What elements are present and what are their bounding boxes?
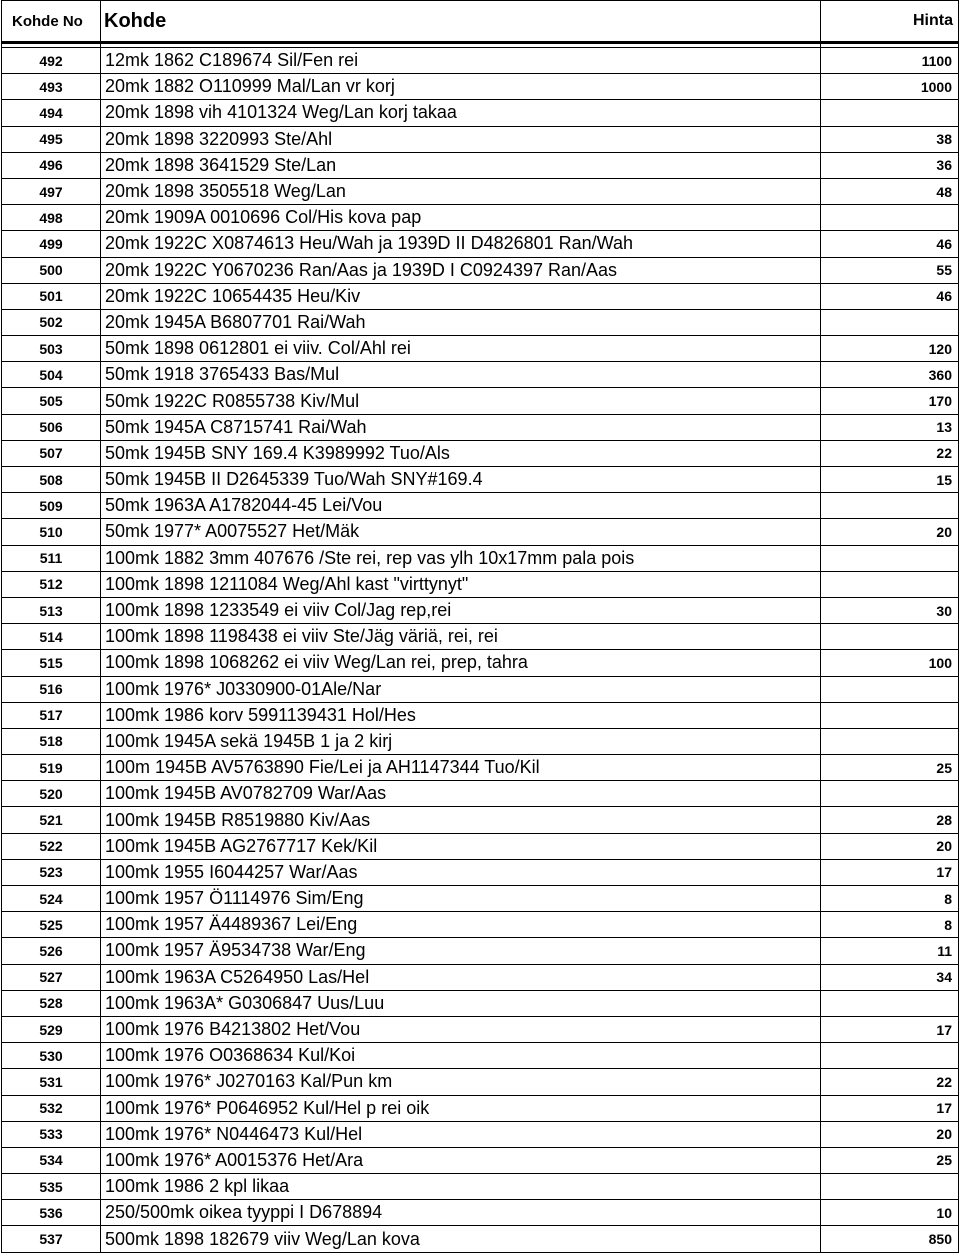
item-description-cell: 50mk 1945B SNY 169.4 K3989992 Tuo/Als: [101, 440, 821, 466]
header-item-description: Kohde: [101, 1, 821, 43]
item-description-cell: 100mk 1898 1198438 ei viiv Ste/Jäg väriä, rei, rei: [101, 624, 821, 650]
item-description-cell: 100mk 1957 Ä4489367 Lei/Eng: [101, 912, 821, 938]
price-cell: 34: [821, 964, 959, 990]
price-cell: [821, 728, 959, 754]
price-cell: 170: [821, 388, 959, 414]
table-row: [2, 624, 959, 650]
item-description-cell: 50mk 1945A C8715741 Rai/Wah: [101, 414, 821, 440]
table-row: [2, 1095, 959, 1121]
price-cell: 360: [821, 362, 959, 388]
item-description-cell: 20mk 1898 vih 4101324 Weg/Lan korj takaa: [101, 100, 821, 126]
table-row: [2, 1121, 959, 1147]
table-row: [2, 336, 959, 362]
item-number-cell: 513: [2, 597, 101, 623]
item-number-cell: 519: [2, 755, 101, 781]
item-description-cell: 100mk 1976 B4213802 Het/Vou: [101, 1016, 821, 1042]
item-description-cell: 100mk 1986 korv 5991139431 Hol/Hes: [101, 702, 821, 728]
item-number-cell: 517: [2, 702, 101, 728]
price-cell: 55: [821, 257, 959, 283]
item-number-cell: 500: [2, 257, 101, 283]
item-number-cell: 506: [2, 414, 101, 440]
table-row: [2, 597, 959, 623]
item-number-cell: 493: [2, 74, 101, 100]
item-number-cell: 532: [2, 1095, 101, 1121]
item-number-cell: 533: [2, 1121, 101, 1147]
price-cell: 13: [821, 414, 959, 440]
item-description-cell: 100mk 1898 1233549 ei viiv Col/Jag rep,rei: [101, 597, 821, 623]
table-row: [2, 545, 959, 571]
item-number-cell: 510: [2, 519, 101, 545]
price-cell: [821, 702, 959, 728]
item-description-cell: 100mk 1976* A0015376 Het/Ara: [101, 1147, 821, 1173]
item-description-cell: 100mk 1976* N0446473 Kul/Hel: [101, 1121, 821, 1147]
item-description-cell: 50mk 1977* A0075527 Het/Mäk: [101, 519, 821, 545]
table-row: [2, 467, 959, 493]
price-cell: 28: [821, 807, 959, 833]
table-row: [2, 1147, 959, 1173]
item-description-cell: 20mk 1922C Y0670236 Ran/Aas ja 1939D I C0924397 Ran/Aas: [101, 257, 821, 283]
price-cell: 100: [821, 650, 959, 676]
price-cell: [821, 493, 959, 519]
price-cell: 30: [821, 597, 959, 623]
item-number-cell: 496: [2, 152, 101, 178]
item-description-cell: 20mk 1882 O110999 Mal/Lan vr korj: [101, 74, 821, 100]
item-description-cell: 100mk 1976 O0368634 Kul/Koi: [101, 1043, 821, 1069]
price-cell: 17: [821, 1016, 959, 1042]
table-row: [2, 964, 959, 990]
item-number-cell: 505: [2, 388, 101, 414]
price-cell: 20: [821, 1121, 959, 1147]
table-row: [2, 990, 959, 1016]
item-number-cell: 518: [2, 728, 101, 754]
table-row: [2, 257, 959, 283]
price-cell: [821, 990, 959, 1016]
header-item-number: Kohde No: [2, 1, 101, 43]
item-number-cell: 516: [2, 676, 101, 702]
item-number-cell: 524: [2, 886, 101, 912]
item-description-cell: 100mk 1898 1211084 Weg/Ahl kast "virttynyt": [101, 571, 821, 597]
item-number-cell: 512: [2, 571, 101, 597]
price-cell: 1100: [821, 48, 959, 74]
price-cell: 17: [821, 859, 959, 885]
table-row: [2, 1016, 959, 1042]
item-description-cell: 50mk 1918 3765433 Bas/Mul: [101, 362, 821, 388]
price-cell: 120: [821, 336, 959, 362]
item-description-cell: 100mk 1976* J0330900-01Ale/Nar: [101, 676, 821, 702]
item-description-cell: 100mk 1957 Ä9534738 War/Eng: [101, 938, 821, 964]
table-row: [2, 362, 959, 388]
table-row: [2, 1200, 959, 1226]
item-number-cell: 492: [2, 48, 101, 74]
item-number-cell: 515: [2, 650, 101, 676]
price-cell: 11: [821, 938, 959, 964]
item-number-cell: 497: [2, 178, 101, 204]
item-description-cell: 20mk 1945A B6807701 Rai/Wah: [101, 309, 821, 335]
auction-items-table: [1, 0, 959, 1253]
item-description-cell: 100mk 1986 2 kpl likaa: [101, 1174, 821, 1200]
item-number-cell: 522: [2, 833, 101, 859]
price-cell: 36: [821, 152, 959, 178]
price-cell: 22: [821, 440, 959, 466]
item-number-cell: 527: [2, 964, 101, 990]
item-description-cell: 100mk 1976* P0646952 Kul/Hel p rei oik: [101, 1095, 821, 1121]
table-row: [2, 1043, 959, 1069]
table-row: [2, 886, 959, 912]
item-description-cell: 20mk 1898 3505518 Weg/Lan: [101, 178, 821, 204]
table-row: [2, 414, 959, 440]
item-number-cell: 514: [2, 624, 101, 650]
table-row: [2, 781, 959, 807]
table-row: [2, 938, 959, 964]
price-cell: 22: [821, 1069, 959, 1095]
price-cell: [821, 1174, 959, 1200]
price-cell: [821, 1043, 959, 1069]
item-number-cell: 508: [2, 467, 101, 493]
table-row: [2, 231, 959, 257]
item-number-cell: 528: [2, 990, 101, 1016]
item-description-cell: 12mk 1862 C189674 Sil/Fen rei: [101, 48, 821, 74]
item-number-cell: 498: [2, 205, 101, 231]
table-row: [2, 859, 959, 885]
price-cell: [821, 309, 959, 335]
item-description-cell: 100mk 1957 Ö1114976 Sim/Eng: [101, 886, 821, 912]
table-row: [2, 152, 959, 178]
price-cell: [821, 545, 959, 571]
table-row: [2, 178, 959, 204]
table-row: [2, 728, 959, 754]
price-cell: 48: [821, 178, 959, 204]
table-row: [2, 493, 959, 519]
item-number-cell: 534: [2, 1147, 101, 1173]
item-number-cell: 537: [2, 1226, 101, 1252]
table-row: [2, 519, 959, 545]
item-description-cell: 20mk 1898 3641529 Ste/Lan: [101, 152, 821, 178]
price-cell: 17: [821, 1095, 959, 1121]
table-row: [2, 755, 959, 781]
price-cell: 46: [821, 283, 959, 309]
item-description-cell: 50mk 1922C R0855738 Kiv/Mul: [101, 388, 821, 414]
table-row: [2, 650, 959, 676]
price-cell: 38: [821, 126, 959, 152]
item-number-cell: 501: [2, 283, 101, 309]
item-number-cell: 525: [2, 912, 101, 938]
item-description-cell: 20mk 1922C 10654435 Heu/Kiv: [101, 283, 821, 309]
price-cell: 15: [821, 467, 959, 493]
table-row: [2, 205, 959, 231]
table-row: [2, 100, 959, 126]
item-description-cell: 50mk 1963A A1782044-45 Lei/Vou: [101, 493, 821, 519]
price-cell: [821, 205, 959, 231]
table-row: [2, 1226, 959, 1252]
table-row: [2, 571, 959, 597]
table-row: [2, 74, 959, 100]
item-description-cell: 20mk 1898 3220993 Ste/Ahl: [101, 126, 821, 152]
price-cell: [821, 571, 959, 597]
item-number-cell: 504: [2, 362, 101, 388]
table-row: [2, 388, 959, 414]
price-cell: 46: [821, 231, 959, 257]
item-number-cell: 503: [2, 336, 101, 362]
item-description-cell: 500mk 1898 182679 viiv Weg/Lan kova: [101, 1226, 821, 1252]
table-row: [2, 833, 959, 859]
item-number-cell: 495: [2, 126, 101, 152]
item-number-cell: 509: [2, 493, 101, 519]
table-row: [2, 440, 959, 466]
item-number-cell: 529: [2, 1016, 101, 1042]
item-number-cell: 523: [2, 859, 101, 885]
price-cell: 850: [821, 1226, 959, 1252]
price-cell: [821, 781, 959, 807]
price-cell: 1000: [821, 74, 959, 100]
item-number-cell: 526: [2, 938, 101, 964]
header-price: Hinta: [821, 1, 959, 43]
item-description-cell: 50mk 1898 0612801 ei viiv. Col/Ahl rei: [101, 336, 821, 362]
item-description-cell: 50mk 1945B II D2645339 Tuo/Wah SNY#169.4: [101, 467, 821, 493]
item-number-cell: 531: [2, 1069, 101, 1095]
item-description-cell: 100mk 1882 3mm 407676 /Ste rei, rep vas ylh 10x17mm pala pois: [101, 545, 821, 571]
item-description-cell: 20mk 1909A 0010696 Col/His kova pap: [101, 205, 821, 231]
price-cell: 25: [821, 755, 959, 781]
price-cell: 20: [821, 833, 959, 859]
item-description-cell: 100mk 1945B R8519880 Kiv/Aas: [101, 807, 821, 833]
table-row: [2, 1069, 959, 1095]
item-description-cell: 100mk 1976* J0270163 Kal/Pun km: [101, 1069, 821, 1095]
item-description-cell: 100mk 1945A sekä 1945B 1 ja 2 kirj: [101, 728, 821, 754]
item-description-cell: 100mk 1955 I6044257 War/Aas: [101, 859, 821, 885]
item-number-cell: 520: [2, 781, 101, 807]
price-cell: [821, 676, 959, 702]
item-number-cell: 507: [2, 440, 101, 466]
item-number-cell: 502: [2, 309, 101, 335]
table-row: [2, 126, 959, 152]
table-row: [2, 702, 959, 728]
item-description-cell: 100mk 1945B AG2767717 Kek/Kil: [101, 833, 821, 859]
table-body: [2, 43, 959, 1253]
table-row: [2, 807, 959, 833]
header-row: [2, 1, 959, 43]
table-header: [2, 1, 959, 43]
item-description-cell: 100m 1945B AV5763890 Fie/Lei ja AH1147344 Tuo/Kil: [101, 755, 821, 781]
table-row: [2, 309, 959, 335]
item-number-cell: 511: [2, 545, 101, 571]
table-row: [2, 1174, 959, 1200]
item-number-cell: 521: [2, 807, 101, 833]
price-cell: [821, 100, 959, 126]
price-cell: [821, 624, 959, 650]
item-number-cell: 535: [2, 1174, 101, 1200]
price-cell: 8: [821, 912, 959, 938]
price-cell: 8: [821, 886, 959, 912]
item-description-cell: 100mk 1963A C5264950 Las/Hel: [101, 964, 821, 990]
item-number-cell: 494: [2, 100, 101, 126]
item-description-cell: 100mk 1963A* G0306847 Uus/Luu: [101, 990, 821, 1016]
table-row: [2, 283, 959, 309]
table-row: [2, 48, 959, 74]
price-cell: 20: [821, 519, 959, 545]
price-cell: 25: [821, 1147, 959, 1173]
item-number-cell: 530: [2, 1043, 101, 1069]
price-cell: 10: [821, 1200, 959, 1226]
item-number-cell: 499: [2, 231, 101, 257]
item-description-cell: 250/500mk oikea tyyppi I D678894: [101, 1200, 821, 1226]
table-row: [2, 676, 959, 702]
item-description-cell: 20mk 1922C X0874613 Heu/Wah ja 1939D II D4826801 Ran/Wah: [101, 231, 821, 257]
item-description-cell: 100mk 1898 1068262 ei viiv Weg/Lan rei, prep, tahra: [101, 650, 821, 676]
table-row: [2, 912, 959, 938]
item-number-cell: 536: [2, 1200, 101, 1226]
item-description-cell: 100mk 1945B AV0782709 War/Aas: [101, 781, 821, 807]
